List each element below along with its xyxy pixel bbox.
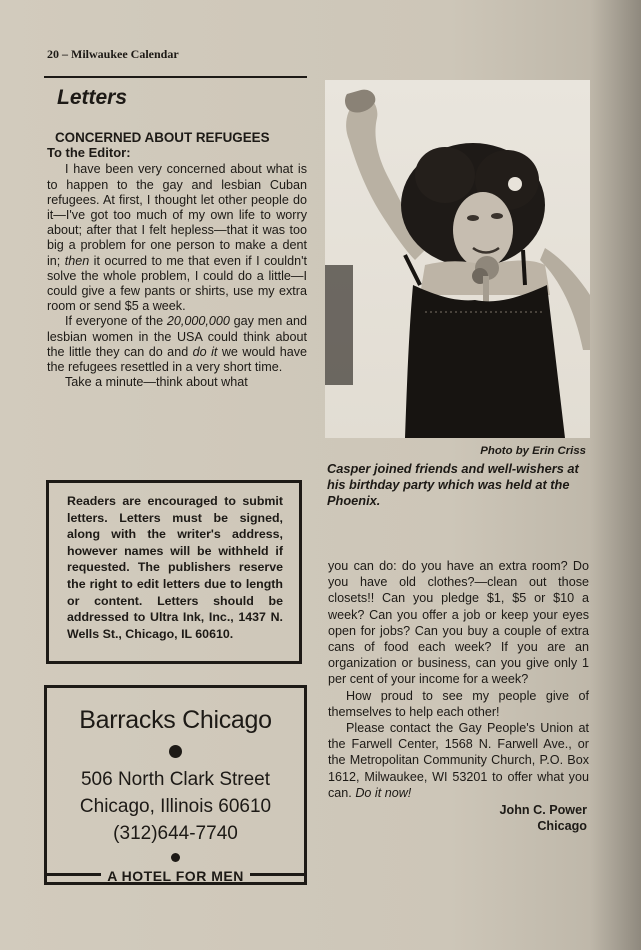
bullet-dot-icon [169,745,182,758]
letter-paragraph: Please contact the Gay People's Union at the Farwell Center, 1568 N. Farwell Ave., or the Metropolitan Community Church, P.O. Box 1612, Milwaukee, WI 53201 to offer what you can. Do it now! [328,721,589,800]
letter-paragraph: you can do: do you have an extra room? Do you have old clothes?—clean out those closets!! Can you pledge $1, $5 or $10 a week? Can you offer a job or keep your eyes open for jobs? Can you buy a couple of extra cans of food each week? If you are an organization or business, can you give only 1 per cent of your income for a week? [328,559,589,687]
header-rule [44,76,307,78]
letter-paragraph: I have been very concerned about what is to happen to the gay and lesbian Cuban refugees. At first, I thought let other people do it—I've got too much of my own life to worry about; after that I felt hepless—that it was too big a problem for one person to make a dent in; then it ocurred to me that even if I couldn't solve the whole problem, I could do a little—I could give a few pants or shirts, use my extra room or send $5 a week. [47,162,307,314]
ad-city: Chicago, Illinois 60610 [79,796,272,817]
ad-phone: (312)644-7740 [113,823,238,844]
letter-paragraph: If everyone of the 20,000,000 gay men and lesbian women in the USA could think about the little they can do and do it we would have the refugees resettled in a very short time. [47,314,308,375]
page-header: 20 – Milwaukee Calendar [47,47,179,61]
photo-caption: Casper joined friends and well-wishers at his birthday party which was held at the Phoenix. [327,461,579,509]
ad-address: 506 North Clark Street [80,769,271,790]
letter-salutation: To the Editor: [47,145,131,161]
party-photo [325,80,590,438]
section-title: Letters [57,86,128,109]
signature-city: Chicago [537,819,587,834]
tagline-rule [250,873,304,876]
submission-notice: Readers are encouraged to submit letters. Letters must be signed, along with the writer's address, however names will be withheld if requested. The publishers reserve the right to edit letters due to length or content. Letters should be addressed to Ultra Ink, Inc., 1437 N. Wells St., Chicago, IL 60610. [46,480,302,664]
letter-paragraph: How proud to see my people give of themselves to help each other! [328,688,589,719]
ad-tagline-row [47,868,304,884]
letter-column-left [47,130,307,390]
letter-paragraph: Take a minute—think about what [65,375,248,390]
ad-tagline: A HOTEL FOR MEN [107,868,244,884]
tagline-rule [47,873,101,876]
ad-business-name: Barracks Chicago [79,706,272,734]
bullet-dot-icon [171,853,180,862]
signature-name: John C. Power [499,803,587,818]
dancer-photo-illustration [325,80,590,438]
photo-credit: Photo by Erin Criss [480,445,586,457]
letter-column-right [328,558,589,834]
barracks-advertisement [44,685,307,885]
letter-headline: CONCERNED ABOUT REFUGEES [55,130,270,145]
